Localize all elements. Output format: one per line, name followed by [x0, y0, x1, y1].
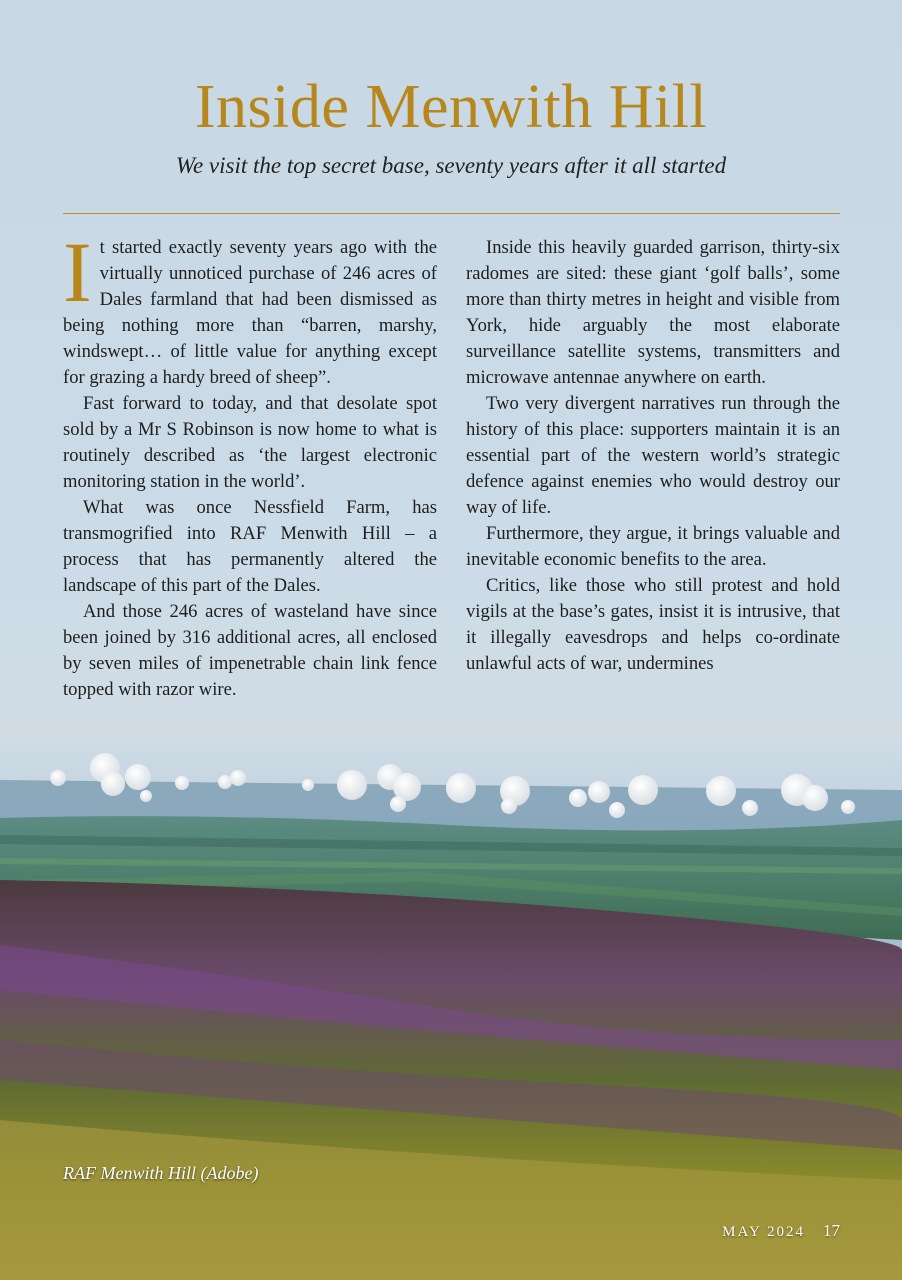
paragraph — [63, 224, 437, 391]
drop-cap: I — [63, 224, 92, 320]
paragraph: Inside this heavily guarded garrison, thirty-six radomes are sited: these giant ‘golf balls’, some more than thirty metres in height and visible from York, hide arguably the most elaborate surveillance satellite systems, transmitters and microwave antennae anywhere on earth. — [466, 237, 840, 388]
article-title: Inside Menwith Hill — [194, 73, 708, 141]
left-column — [63, 224, 437, 703]
paragraph-text: t started exactly seventy years ago with the virtually unnoticed purchase of 246 acres of Dales farmland that had been dismissed as being nothing more than “barren, marshy, windswept… of little value for anything except for grazing a hardy breed of sheep”. — [63, 237, 437, 388]
landscape-photo — [0, 740, 902, 1280]
issue-date: MAY 2024 — [722, 1224, 805, 1240]
paragraph: Critics, like those who still protest and hold vigils at the base’s gates, insist it is intrusive, that it illegally eavesdrops and helps co-ordinate unlawful acts of war, undermines — [466, 575, 840, 674]
photo-caption: RAF Menwith Hill (Adobe) — [63, 1163, 259, 1183]
paragraph: Fast forward to today, and that desolate spot sold by a Mr S Robinson is now home to what is routinely described as ‘the largest electronic monitoring station in the world’. — [63, 393, 437, 492]
paragraph: What was once Nessfield Farm, has transmogrified into RAF Menwith Hill – a process that has permanently altered the landscape of this part of the Dales. — [63, 497, 437, 596]
article-subtitle: We visit the top secret base, seventy years after it all started — [175, 153, 727, 178]
paragraph: Furthermore, they argue, it brings valuable and inevitable economic benefits to the area. — [466, 523, 840, 570]
page-number: 17 — [823, 1221, 840, 1240]
paragraph: Two very divergent narratives run through the history of this place: supporters maintain it is an essential part of the western world’s strategic defence against enemies who would destroy our way of life. — [466, 393, 840, 518]
title-divider — [63, 213, 840, 214]
page-footer — [722, 1221, 840, 1241]
right-column — [466, 235, 840, 677]
paragraph: And those 246 acres of wasteland have since been joined by 316 additional acres, all enclosed by seven miles of impenetrable chain link fence topped with razor wire. — [63, 601, 437, 700]
